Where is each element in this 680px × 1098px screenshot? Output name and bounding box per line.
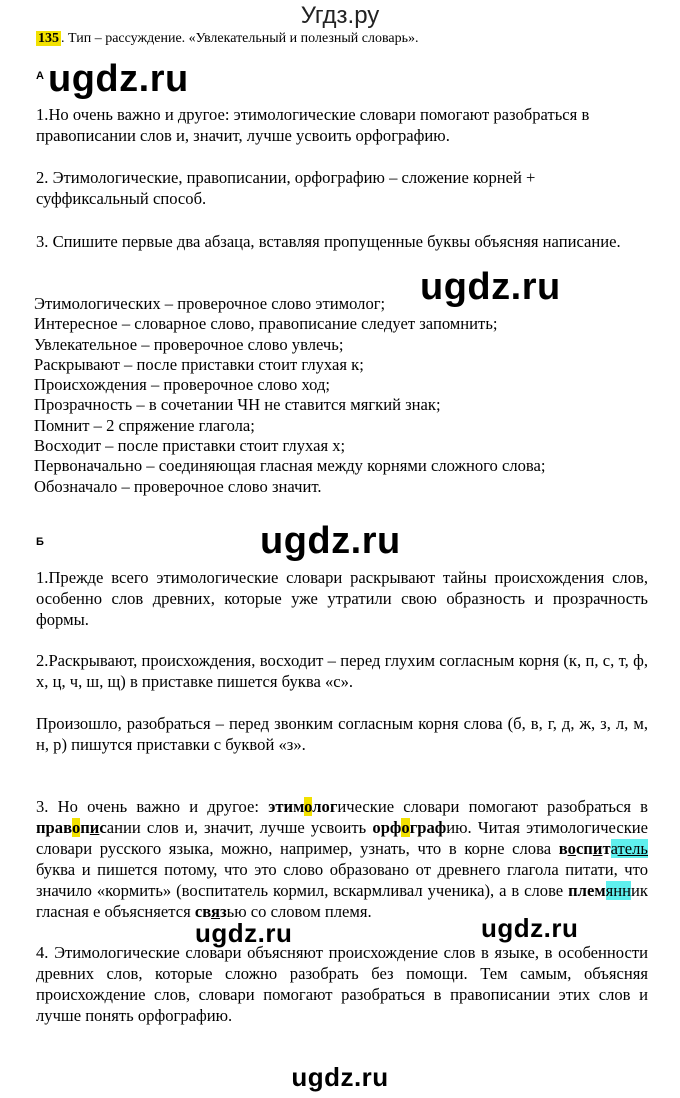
list-item: Помнит – 2 спряжение глагола; (34, 415, 255, 435)
text-run: 3. Но очень важно и другое: (36, 797, 269, 816)
word-part: прав (36, 818, 72, 837)
paragraph-text: 1.Прежде всего этимологические словари раскрывают тайны происхождения слов, особенно слов древних, которые уже утратили свою образность и прозрачность формы. (36, 568, 648, 629)
highlighted-suffix: тель (617, 839, 648, 858)
word-part: св (194, 902, 212, 921)
word-part: сп (575, 839, 593, 858)
task-text: . Тип – рассуждение. «Увлекательный и полезный словарь». (61, 31, 419, 46)
underlined-letter: я (211, 902, 220, 921)
section-a-paragraph-2 (36, 167, 648, 209)
list-item: Интересное – словарное слово, правописание следует запомнить; (34, 314, 498, 334)
paragraph-text: 2. Этимологические, правописании, орфографию – сложение корней + суффиксальный способ. (36, 168, 536, 208)
word-part: в (558, 839, 568, 858)
watermark: ugdz.ru (260, 520, 401, 562)
section-a-paragraph-1 (36, 104, 648, 146)
word-part: орф (372, 818, 402, 837)
text-run: буква и пишется потому, что это слово образовано от древнего глагола питати, что значило «кормить» (воспитатель кормил, вскармливал ученика), а в слове (36, 860, 648, 900)
text-run: гласная е объясняется (36, 902, 195, 921)
list-item: Обозначало – проверочное слово значит. (34, 476, 322, 496)
highlighted-letter: о (304, 797, 313, 816)
highlighted-letter: о (71, 818, 81, 837)
task-header (36, 31, 418, 47)
text-run: ию. Читая этимологические словари русского языка, можно, например, узнать, что в корне слова (36, 818, 648, 858)
task-number: 135 (38, 31, 59, 46)
site-title: Угдз.ру (300, 2, 380, 29)
word-part: с (99, 818, 107, 837)
section-a-paragraph-3 (36, 231, 648, 252)
word-part: лог (312, 797, 338, 816)
section-b-paragraph-2 (36, 650, 648, 692)
word-part: плем (568, 881, 606, 900)
watermark: ugdz.ru (48, 58, 189, 100)
word-part: ик (631, 881, 648, 900)
word-pravopis (36, 818, 107, 837)
watermark: ugdz.ru (195, 918, 293, 948)
text-run: ании слов и, значит, лучше усвоить (106, 818, 373, 837)
list-item: Первоначально – соединяющая гласная между корнями сложного слова; (34, 456, 546, 476)
watermark: ugdz.ru (481, 913, 579, 943)
highlighted-letter: о (401, 818, 410, 837)
section-b-paragraph-3 (36, 713, 648, 755)
word-explanations-list (34, 294, 654, 497)
list-item: Увлекательное – проверочное слово увлечь; (34, 334, 344, 354)
word-part: граф (409, 818, 447, 837)
list-item: Происхождения – проверочное слово ход; (34, 375, 331, 395)
list-item: Прозрачность – в сочетании ЧН не ставится мягкий знак; (34, 395, 441, 415)
word-plemyannik (568, 881, 606, 900)
highlighted-suffix: а (610, 839, 618, 858)
word-orfograf (372, 818, 446, 837)
underlined-letter: о (567, 839, 576, 858)
text-run: ические словари помогают разобраться в (337, 797, 648, 816)
list-item: Этимологических – проверочное слово этимолог; (34, 294, 386, 313)
text-run: ью со словом племя. (226, 902, 372, 921)
section-b-paragraph-4 (36, 796, 648, 922)
word-vospitatel (559, 839, 611, 858)
highlighted-suffix: янн (605, 881, 632, 900)
paragraph-text: Произошло, разобраться – перед звонким согласным корня слова (б, в, г, д, ж, з, л, м, н, р) пишутся приставки с буквой «з». (36, 714, 648, 754)
paragraph-text: 3. Спишите первые два абзаца, вставляя пропущенные буквы объясняя написание. (36, 232, 621, 251)
paragraph-text: 4. Этимологические словари объясняют происхождение слов в языке, в особенности древних слов, которые сложно разобрать без помощи. Тем самым, объясняя происхождение слов, словари помогают разобраться в правописании этих слов и лучше понять орфографию. (36, 943, 648, 1025)
word-part: з (220, 902, 227, 921)
section-b-paragraph-5 (36, 942, 648, 1026)
underlined-letter: и (89, 818, 100, 837)
paragraph-text: 2.Раскрывают, происхождения, восходит – перед глухим согласным корня (к, п, с, т, ф, х, ц, ч, ш, щ) в приставке пишется буква «с». (36, 651, 648, 691)
word-part: п (80, 818, 90, 837)
watermark: ugdz.ru (291, 1062, 389, 1092)
paragraph-text (36, 796, 648, 922)
watermark: ugdz.ru (420, 266, 561, 308)
list-item: Раскрывают – после приставки стоит глухая к; (34, 354, 364, 374)
section-b-paragraph-1 (36, 567, 648, 630)
list-item: Восходит – после приставки стоит глухая х; (34, 436, 346, 456)
word-etimolog (268, 797, 337, 816)
word-part: т (602, 839, 611, 858)
paragraph-text: 1.Но очень важно и другое: этимологические словари помогают разобраться в правописании слов и, значит, лучше усвоить орфографию. (36, 105, 590, 145)
word-part: этим (268, 797, 305, 816)
section-a-label: А (36, 70, 44, 82)
section-b-label: Б (36, 536, 44, 548)
underlined-letter: и (592, 839, 603, 858)
